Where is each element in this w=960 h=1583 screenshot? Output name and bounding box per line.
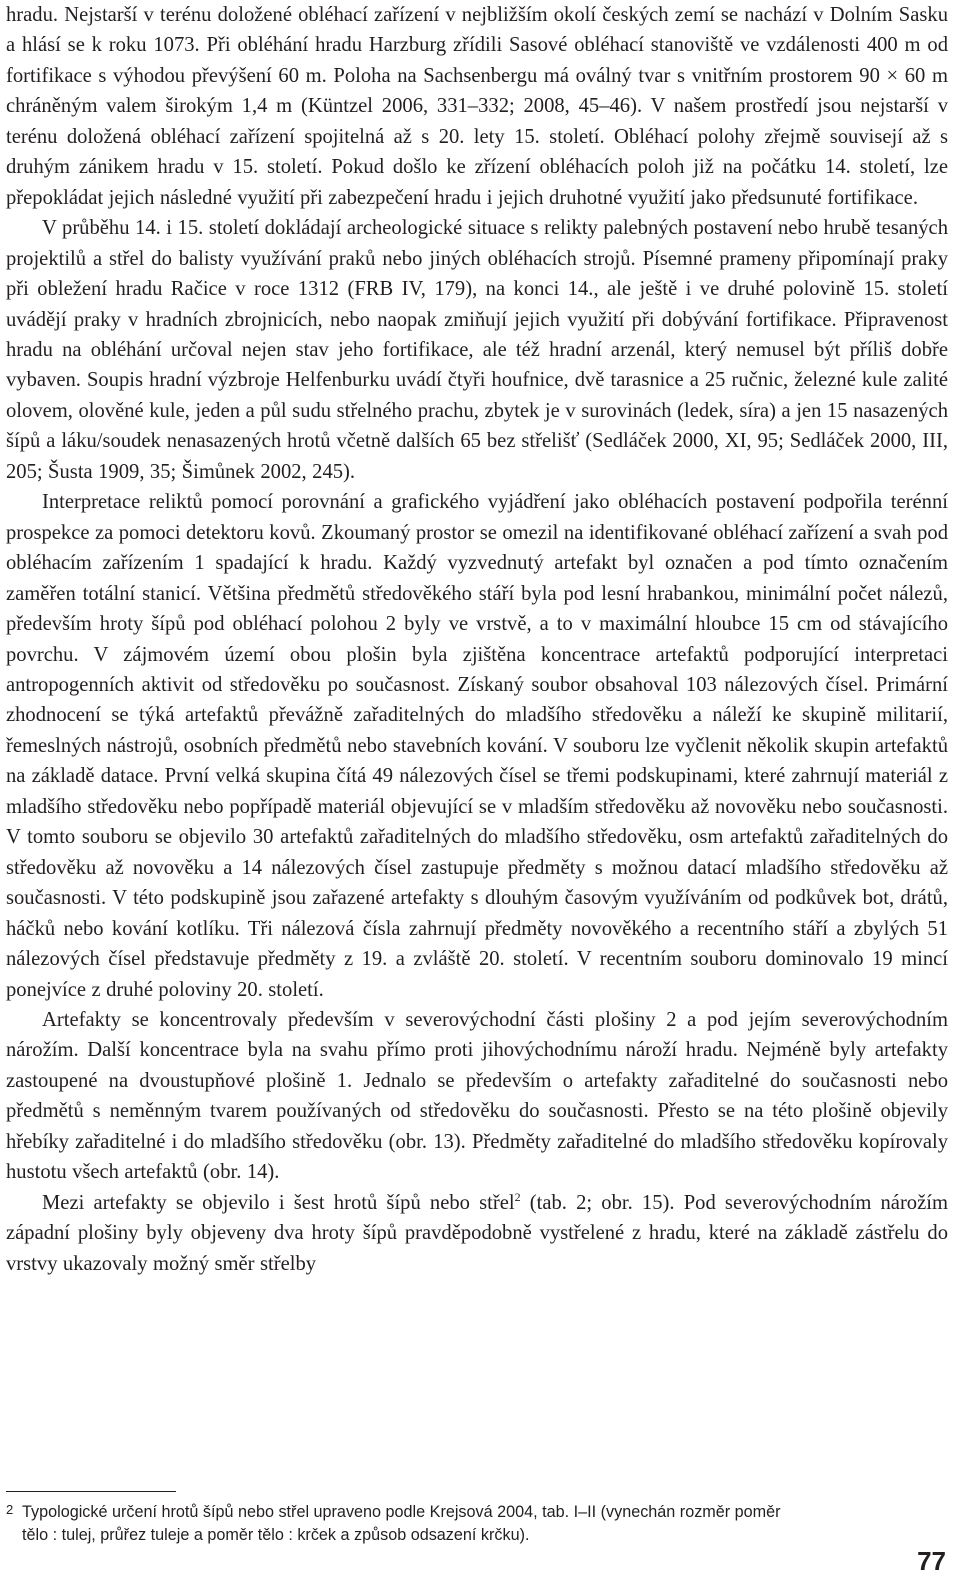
paragraph-1: hradu. Nejstarší v terénu doložené obléhací zařízení v nejbližším okolí českých zemí se nachází v Dolním Sasku a hlásí se k roku 1073. Při obléhání hradu Harzburg zřídili Sasové obléhací stanoviště ve vzdálenosti 400 m od fortifikace s výhodou převýšení 60 m. Poloha na Sachsenbergu má oválný tvar s vnitřním prostorem 90 × 60 m chráněným valem širokým 1,4 m (Küntzel 2006, 331–332; 2008, 45–46). V našem prostředí jsou nejstarší v terénu doložená obléhací zařízení spojitelná až s 20. lety 15. století. Obléhací polohy zřejmě souvisejí až s druhým zánikem hradu v 15. století. Pokud došlo ke zřízení obléhacích poloh již na počátku 14. století, lze přepokládat jejich následné využití při zabezpečení hradu i jejich druhotné využití jako předsunuté fortifikace. xyxy=(6,4,948,209)
paragraph-5-text-start: Mezi artefakty se objevilo i šest hrotů šípů nebo střel xyxy=(42,1191,515,1214)
paragraph-2: V průběhu 14. i 15. století dokládají archeologické situace s relikty palebných postavení nebo hrubě tesaných projektilů a střel do balisty využívání praků nebo jiných obléhacích strojů. Písemné prameny připomínají praky při obležení hradu Račice v roce 1312 (FRB IV, 179), na konci 14., ale ještě i ve druhé polovině 15. století uvádějí praky v hradních zbrojnicích, nebo naopak zmiňují jejich využití při dobývání fortifikace. Připravenost hradu na obléhání určoval nejen stav jeho fortifikace, ale též hradní arzenál, který nemusel být příliš dobře vybaven. Soupis hradní výzbroje Helfenburku uvádí čtyři houfnice, dvě tarasnice a 25 ručnic, železné kule zalité olovem, olověné kule, jeden a půl sudu střelného prachu, zbytek je v surovinách (ledek, síra) a jen 15 nasazených šípů a láku/soudek nenasazených hrotů včetně dalších 65 bez střelišť (Sedláček 2000, XI, 95; Sedláček 2000, III, 205; Šusta 1909, 35; Šimůnek 2002, 245). xyxy=(6,217,948,483)
footnote xyxy=(6,1498,946,1547)
paragraph-3: Interpretace reliktů pomocí porovnání a grafického vyjádření jako obléhacích postavení podpořila terénní prospekce za pomoci detektoru kovů. Zkoumaný prostor se omezil na identifikované obléhací zařízení a svah pod obléhacím zařízením 1 spadající k hradu. Každý vyzvednutý artefakt byl označen a pod tímto označením zaměřen totální stanicí. Většina předmětů středověkého stáří byla pod lesní hrabankou, minimální počet nálezů, především hroty šípů pod obléhací polohou 2 byly ve vrstvě, a to v maximální hloubce 15 cm od stávajícího povrchu. V zájmovém území obou plošin byla zjištěna koncentrace artefaktů podporující interpretaci antropogenních aktivit od středověku po současnost. Získaný soubor obsahoval 103 nálezových čísel. Primární zhodnocení se týká artefaktů převážně zařaditelných do mladšího středověku a náleží ke skupině militarií, řemeslných nástrojů, osobních předmětů nebo stavebních kování. V souboru lze vyčlenit několik skupin artefaktů na základě datace. První velká skupina čítá 49 nálezových čísel se třemi podskupinami, které zahrnují materiál z mladšího středověku nebo popřípadě materiál objevující se v mladším středověku až novověku nebo současnosti. V tomto souboru se objevilo 30 artefaktů zařaditelných do mladšího středověku, osm artefaktů zařaditelných do středověku až novověku a 14 nálezových čísel zastupuje předměty s možnou datací mladšího středověku až současnosti. V této podskupině jsou zařazené artefakty s dlouhým časovým využíváním od podkůvek bot, drátů, háčků nebo kování kotlíku. Tři nálezová čísla zahrnují předměty novověkého a recentního stáří a zbylých 51 nálezových čísel představuje předměty z 19. a zvláště 20. století. V recentním souboru dominovalo 19 mincí ponejvíce z druhé poloviny 20. století. xyxy=(6,491,948,1001)
footnote-divider xyxy=(6,1491,176,1492)
footnote-text-line-1: Typologické určení hrotů šípů nebo střel upraveno podle Krejsová 2004, tab. I–II (vynechán rozměr poměr xyxy=(22,1503,781,1521)
footnote-mark: 2 xyxy=(6,1502,14,1517)
paragraph-4: Artefakty se koncentrovaly především v severovýchodní části plošiny 2 a pod jejím severovýchodním nárožím. Další koncentrace byla na svahu přímo proti jihovýchodnímu nároží hradu. Nejméně byly artefakty zastoupené na dvoustupňové plošině 1. Jednalo se především o artefakty zařaditelné do současnosti nebo předmětů s neměnným tvarem používaných od středověku do současnosti. Přesto se na této plošině objevily hřebíky zařaditelné i do mladšího středověku (obr. 13). Předměty zařaditelné do mladšího středověku kopírovaly hustotu všech artefaktů (obr. 14). xyxy=(6,1008,948,1184)
body-text xyxy=(6,0,948,1279)
paragraph-5-text-end: (tab. 2; obr. 15). Pod severovýchodním nárožím západní plošiny byly objeveny dva hroty šípů pravděpodobně vystřelené z hradu, které na základě zástřelu do vrstvy ukazovaly možný směr střelby xyxy=(6,1191,948,1275)
footnote-text-line-2: tělo : tulej, průřez tuleje a poměr tělo : krček a způsob odsazení krčku). xyxy=(22,1526,530,1544)
footnote-reference[interactable]: 2 xyxy=(514,1189,521,1204)
page-number: 77 xyxy=(917,1546,946,1576)
paragraph-5 xyxy=(6,1188,948,1279)
